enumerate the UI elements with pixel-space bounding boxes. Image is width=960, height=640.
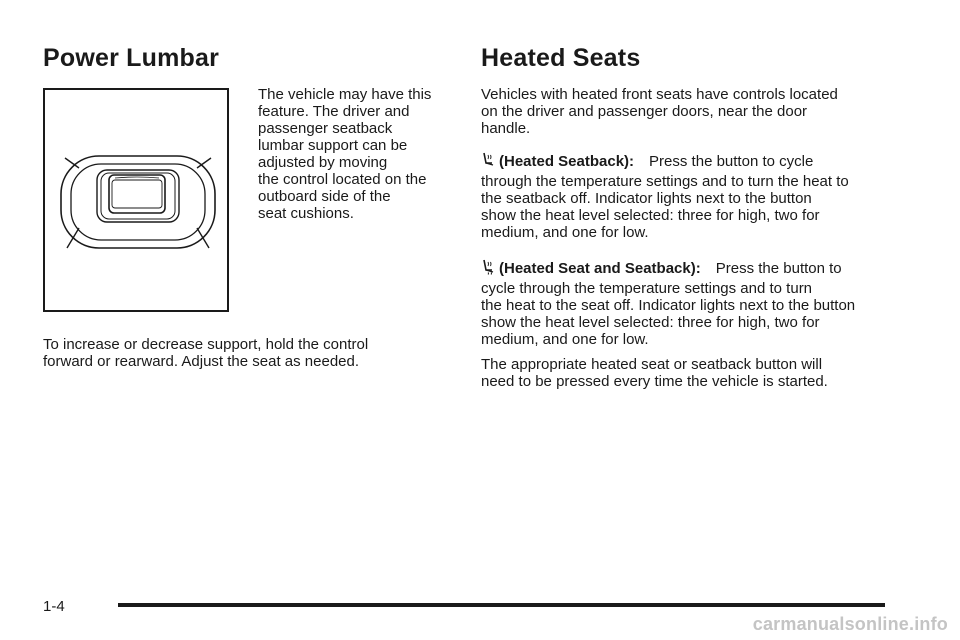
- lumbar-description: [258, 86, 431, 222]
- text-line: Vehicles with heated front seats have controls located: [481, 86, 838, 103]
- heated-seats-closing: [481, 356, 828, 390]
- heated-seats-heading: Heated Seats: [481, 44, 641, 72]
- lumbar-switch-icon: [45, 90, 231, 314]
- text-line: passenger seatback: [258, 120, 393, 137]
- heated-seatback-icon: [481, 152, 495, 168]
- power-lumbar-heading: Power Lumbar: [43, 44, 220, 72]
- footer-rule: [118, 603, 885, 607]
- text-line: forward or rearward. Adjust the seat as needed.: [43, 353, 360, 370]
- text-line: on the driver and passenger doors, near the door: [481, 103, 808, 120]
- text-line: through the temperature settings and to turn the heat to: [481, 173, 849, 190]
- text-line: seat cushions.: [258, 205, 354, 222]
- heated-seatback-label: (Heated Seatback):: [499, 153, 635, 170]
- lumbar-control-illustration: [43, 88, 229, 312]
- text-line: Press the button to: [715, 260, 842, 277]
- text-line: the heat to the seat off. Indicator lights next to the button: [481, 297, 856, 314]
- heated-seat-label: (Heated Seat and Seatback):: [499, 260, 701, 277]
- text-line: The appropriate heated seat or seatback button will: [481, 356, 823, 373]
- text-line: show the heat level selected: three for high, two for: [481, 314, 820, 331]
- text-line: feature. The driver and: [258, 103, 410, 120]
- text-line: adjusted by moving: [258, 154, 388, 171]
- text-line: outboard side of the: [258, 188, 391, 205]
- heated-seat-title-line: [481, 259, 855, 277]
- heated-seat-and-seatback-icon: [481, 259, 495, 275]
- watermark: carmanualsonline.info: [752, 614, 948, 634]
- text-line: The vehicle may have this: [258, 86, 432, 103]
- text-line: medium, and one for low.: [481, 331, 649, 348]
- page-number: 1-4: [43, 598, 65, 615]
- heated-seats-intro: [481, 86, 838, 137]
- text-line: Press the button to cycle: [649, 153, 814, 170]
- text-line: To increase or decrease support, hold the control: [43, 336, 369, 353]
- heated-seat-and-seatback-description: [481, 259, 855, 348]
- text-line: show the heat level selected: three for high, two for: [481, 207, 820, 224]
- text-line: lumbar support can be: [258, 137, 408, 154]
- text-line: the seatback off. Indicator lights next to the button: [481, 190, 812, 207]
- heated-seatback-description: [481, 152, 849, 241]
- lumbar-instructions: [43, 336, 368, 370]
- text-line: medium, and one for low.: [481, 224, 649, 241]
- text-line: the control located on the: [258, 171, 427, 188]
- text-line: cycle through the temperature settings and to turn: [481, 280, 813, 297]
- text-line: need to be pressed every time the vehicle is started.: [481, 373, 828, 390]
- text-line: handle.: [481, 120, 531, 137]
- heated-seatback-title-line: [481, 152, 849, 170]
